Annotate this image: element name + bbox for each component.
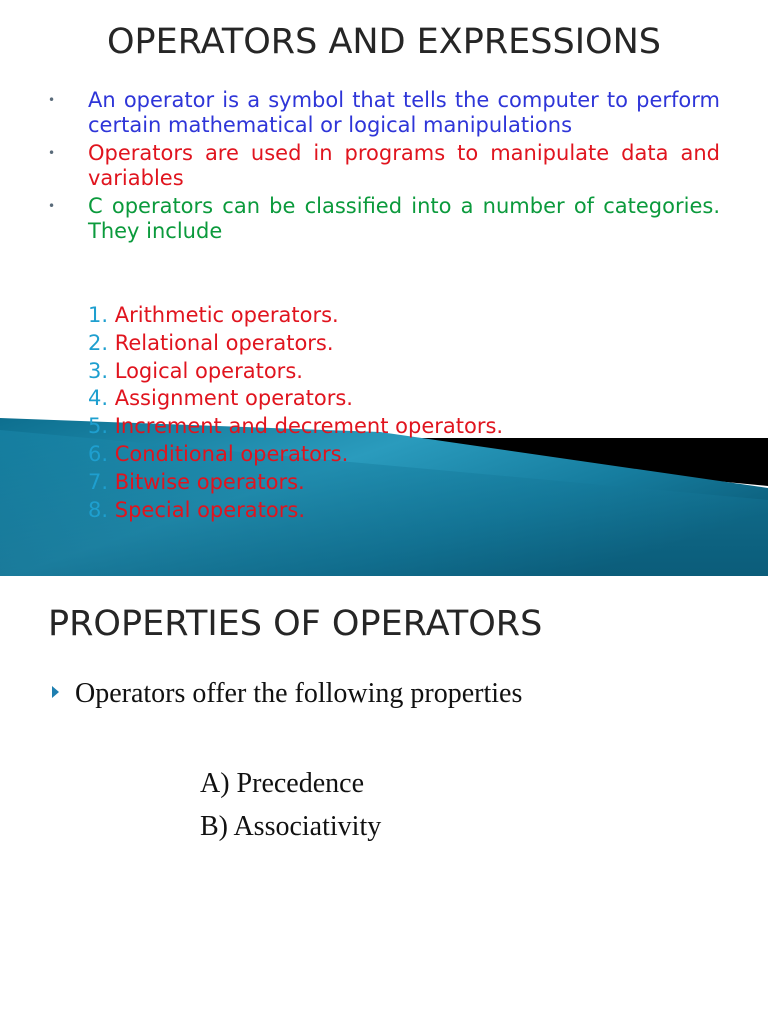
bullet-item: [52, 678, 522, 710]
bullet-text: An operator is a symbol that tells the computer to perform certain mathematical or logical manipulations: [88, 88, 720, 137]
category-item: [88, 469, 503, 497]
triangle-bullet-icon: [52, 686, 59, 698]
category-item: [88, 330, 503, 358]
bullet-dot-icon: •: [48, 146, 56, 160]
category-number: 3.: [88, 358, 109, 383]
bullet-item: [48, 88, 720, 138]
slide-title: OPERATORS AND EXPRESSIONS: [106, 22, 662, 62]
bullet-item: [48, 141, 720, 191]
bullet-text: Operators offer the following properties: [75, 678, 523, 709]
properties-list: [200, 762, 381, 848]
category-item: [88, 358, 503, 386]
category-number: 6.: [88, 441, 109, 466]
category-item: [88, 413, 503, 441]
category-label: Assignment operators.: [114, 386, 353, 411]
category-label: Relational operators.: [114, 330, 334, 355]
property-item: B) Associativity: [200, 811, 382, 842]
bullet-text: C operators can be classified into a number of categories. They include: [88, 194, 720, 243]
bullet-list: [48, 88, 720, 247]
operator-categories-list: [88, 302, 503, 524]
category-label: Conditional operators.: [114, 441, 349, 466]
bullet-item: [48, 194, 720, 244]
slide-properties-of-operators: [0, 576, 768, 1024]
category-item: [88, 385, 503, 413]
bullet-dot-icon: •: [48, 199, 56, 213]
category-label: Special operators.: [114, 497, 306, 522]
category-item: [88, 441, 503, 469]
category-label: Logical operators.: [114, 358, 303, 383]
category-number: 4.: [88, 386, 109, 411]
category-number: 5.: [88, 414, 109, 439]
category-label: Increment and decrement operators.: [114, 414, 504, 439]
slide-title: PROPERTIES OF OPERATORS: [48, 604, 543, 644]
category-item: [88, 497, 503, 525]
category-number: 7.: [88, 469, 109, 494]
bullet-dot-icon: •: [48, 93, 56, 107]
category-label: Arithmetic operators.: [114, 303, 339, 327]
category-label: Bitwise operators.: [114, 469, 305, 494]
bullet-text: Operators are used in programs to manipulate data and variables: [88, 141, 720, 190]
category-item: [88, 302, 503, 330]
category-number: 1.: [88, 303, 109, 327]
property-item: A) Precedence: [200, 768, 365, 799]
category-number: 8.: [88, 497, 109, 522]
category-number: 2.: [88, 330, 109, 355]
